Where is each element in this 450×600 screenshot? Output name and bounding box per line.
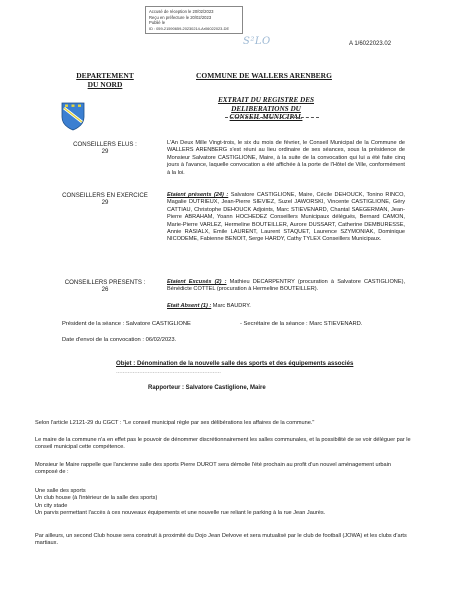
list-item: Une salle des sports [35, 488, 86, 494]
presents-count: 26 [101, 286, 109, 294]
absent-lead: Etait Absent (1) : [167, 303, 212, 309]
list-item: Un city stade [35, 502, 68, 509]
rapporteur-line: Rapporteur : Salvatore Castiglione, Maire [148, 385, 266, 391]
extrait-line: CONSEIL MUNICIPAL [229, 113, 303, 122]
receipt-line: Accusé de réception le 20/02/2023 [149, 9, 214, 14]
presents-paragraph [167, 192, 405, 244]
absent-list: Marc BAUDRY. [211, 303, 251, 309]
exercice-label-block [47, 192, 163, 207]
session-paragraph: L'An Deux Mille Vingt-trois, le six du mois de février, le Conseil Municipal de la Commune de WALLERS ARENBERG s'est réuni au lieu ordinaire de ses séances, sous la présidence de Monsieur Salvatore CASTIGLIONE, Maire, à la suite de la convocation qui lui a été faite cinq jours à l'avance, laquelle convocation a été affichée à la porte de l'Hôtel de Ville, conformément à la loi. [167, 140, 405, 176]
s2lo-stamp: S²LO [243, 36, 271, 47]
president-line: Président de la séance : Salvatore CASTIGLIONE [62, 321, 191, 327]
extrait-line: EXTRAIT DU REGISTRE DES DELIBERATIONS DU [217, 96, 315, 113]
secretary-line: - Secrétaire de la séance : Marc STIEVENARD. [240, 321, 363, 327]
absent-paragraph [167, 303, 405, 310]
amenagement-paragraph: Monsieur le Maire rappelle que l'ancienne salle des sports Pierre DUROT sera démolie l'été prochain au profit d'un nouvel aménagement urbain composé de : [35, 462, 392, 476]
receipt-line: Publié le [149, 20, 166, 26]
document-reference: A 1/6022023.02 [349, 41, 392, 47]
cgct-paragraph: Selon l'article L2121-29 du CGCT : "Le conseil municipal règle par ses délibérations les affaires de la commune." [35, 420, 315, 426]
presents-label-block [47, 279, 163, 294]
prefecture-receipt [145, 6, 243, 34]
presents-label: CONSEILLERS PRESENTS : [64, 279, 146, 286]
department-line: DU NORD [87, 80, 123, 89]
presents-list: Salvatore CASTIGLIONE, Maire, Cécile DEHOUCK, Tonino RINCO, Magalie DUTRIEUX, Jean-Pierre SIEVIEZ, Suzel JAWORSKI, Vincente CASTIGLIONE, Géry CATTIAU, Christophe DEHOUCK Adjoints, Marc STIEVENARD, Chantal SAEGERMAN, Jean-Pierre ABRAHAM, Yoann HOCHEDEZ Conseillers Municipaux délégués, Bernard CAMON, Marie-Pierre VARLEZ, Hermeline BOUTEILLER, Aurore DUSSART, Catherine DEMBURESSE, Annie RASIALX, Emile LAURENT, Laurent STAQUET, Laurence SZYMONIAK, Dominique NICODEME, Fabienne BENOIT, Serge HARDY, Cathy TYLEX Conseillers Municipaux. [167, 192, 405, 243]
convocation-date: Date d'envoi de la convocation : 06/02/2023. [62, 337, 177, 343]
elus-count: 29 [101, 148, 109, 156]
commune-title: COMMUNE DE WALLERS ARENBERG [196, 71, 332, 80]
club-house-paragraph: Par ailleurs, un second Club house sera construit à proximité du Dojo Jean Delvove et sera mutualisé par le club de football (JOWA) et les clubs d'arts martiaux. [35, 533, 407, 547]
list-item: Un parvis permettant l'accès à ces nouveaux équipements et une nouvelle rue reliant le parking à la rue Jean Jaurès. [35, 510, 326, 517]
elus-label: CONSEILLERS ELUS : [73, 141, 137, 148]
objet-dots: ……………………………………………………… [116, 369, 221, 375]
presents-lead: Etaient présents (24) : [167, 192, 229, 198]
exercice-count: 29 [101, 199, 109, 207]
list-item: Un club house (à l'intérieur de la salle des sports) [35, 495, 158, 502]
title-divider [225, 117, 319, 118]
excuses-list: Mathieu DECARPENTRY (procuration à Salvatore CASTIGLIONE), Bénédicte COTTEL (procuration à Hermeline BOUTEILLER). [167, 279, 405, 293]
receipt-line: ID : 059-21590659-20230214-Ar06022023-DE [149, 25, 230, 31]
competence-paragraph: Le maire de la commune n'a en effet pas le pouvoir de dénommer discrétionnairement les salles communales, et la possibilité de se voir déléguer par le conseil municipal cette compétence. [35, 437, 411, 451]
department-header [46, 71, 164, 89]
exercice-label: CONSEILLERS EN EXERCICE [62, 192, 148, 199]
receipt-line: Reçu en préfecture le 20/02/2023 [149, 14, 212, 20]
department-line: DEPARTEMENT [76, 71, 134, 80]
excuses-lead: Etaient Excusés (2) : [167, 279, 227, 285]
elus-label-block [55, 141, 155, 156]
equipment-list [35, 488, 425, 518]
objet-title: Objet : Dénomination de la nouvelle salle des sports et des équipements associés [116, 360, 354, 367]
commune-crest-icon [60, 101, 86, 131]
excuses-paragraph [167, 279, 405, 294]
